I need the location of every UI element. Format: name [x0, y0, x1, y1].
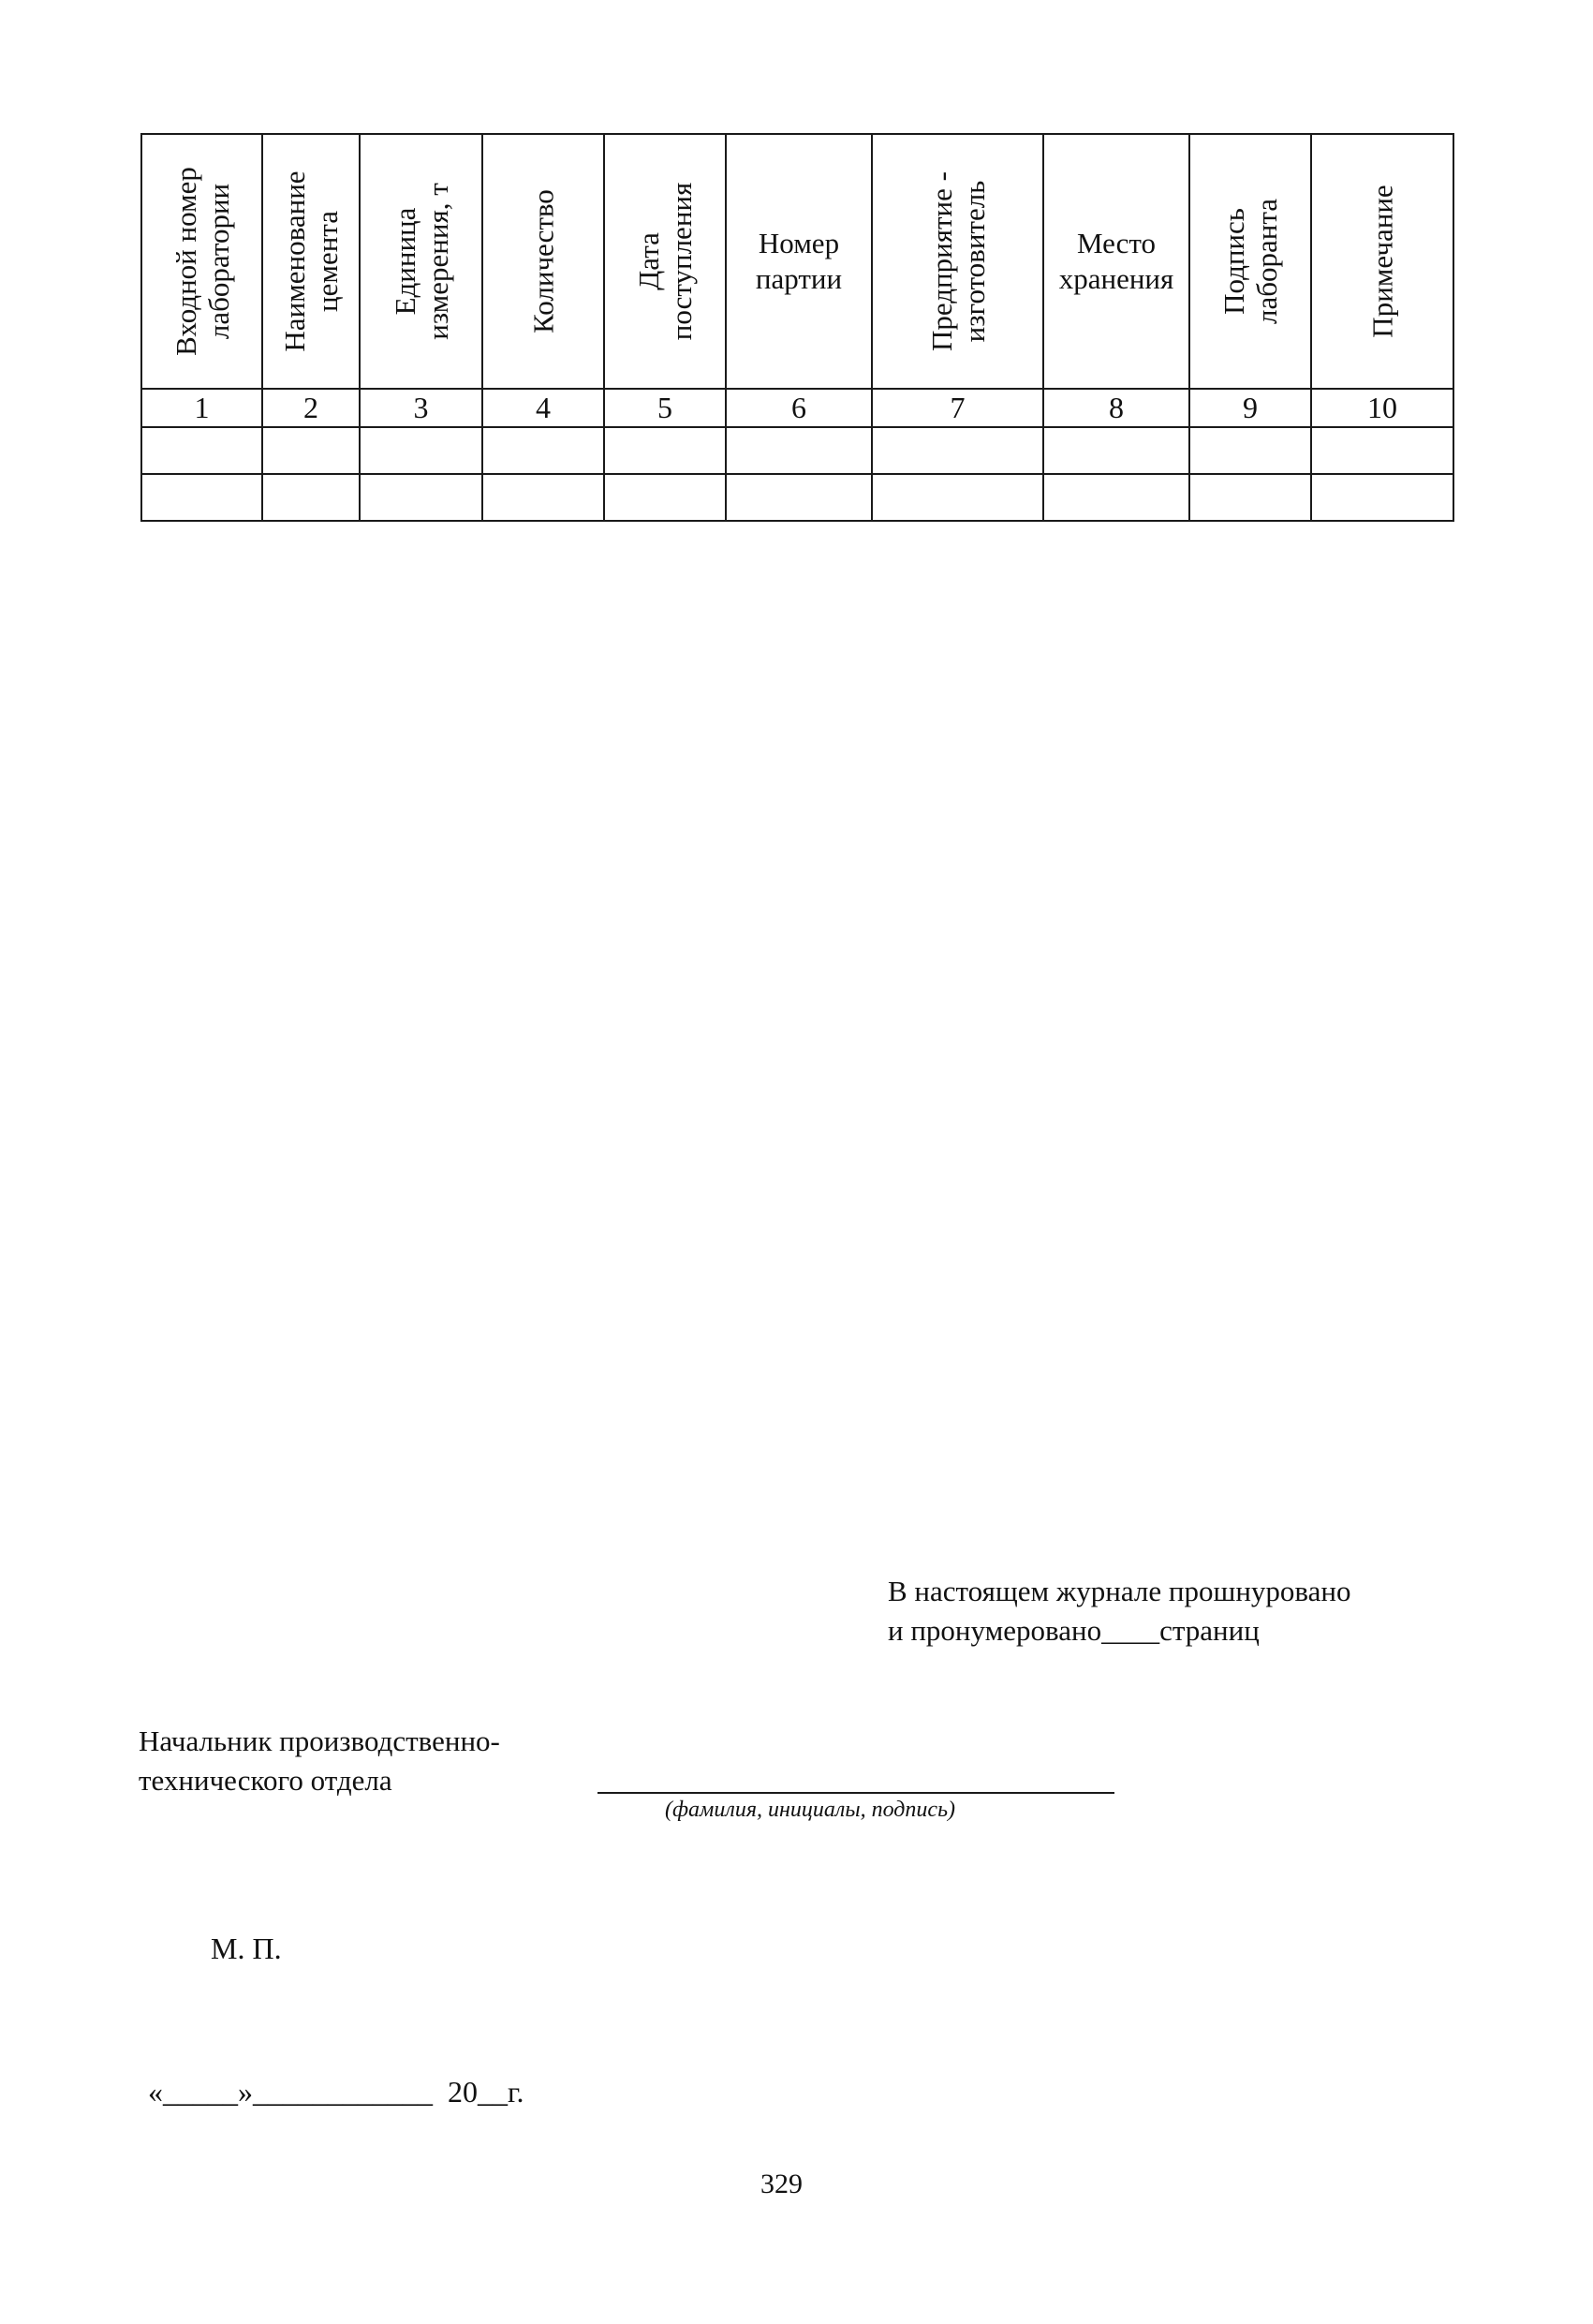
- binding-note: [888, 1572, 1351, 1650]
- column-number: 3: [360, 389, 482, 427]
- cement-journal-table: [140, 133, 1454, 522]
- table-cell: [872, 474, 1043, 521]
- stamp-place: М. П.: [211, 1932, 282, 1965]
- signature-caption: (фамилия, инициалы, подпись): [665, 1798, 955, 1822]
- binding-note-line: В настоящем журнале прошнуровано: [888, 1575, 1351, 1607]
- table-cell: [1189, 427, 1311, 474]
- column-number: 10: [1311, 389, 1453, 427]
- column-number: 8: [1043, 389, 1189, 427]
- table-cell: [482, 427, 604, 474]
- header-remarks: Примечание: [1311, 134, 1453, 389]
- table-cell: [1311, 427, 1453, 474]
- header-lab-signature: Подпись лаборанта: [1189, 134, 1311, 389]
- table-row: [141, 474, 1453, 521]
- header-storage-place: Место хранения: [1043, 134, 1189, 389]
- header-cement-name: Наименование цемента: [262, 134, 360, 389]
- header-unit: Единица измерения, т: [360, 134, 482, 389]
- column-number: 6: [726, 389, 872, 427]
- table-cell: [262, 474, 360, 521]
- table-cell: [1189, 474, 1311, 521]
- column-number: 9: [1189, 389, 1311, 427]
- department-head-line: Начальник производственно-: [139, 1724, 500, 1757]
- table-header-row: [141, 134, 1453, 389]
- date-line: «_____»____________ 20__г.: [148, 2075, 524, 2109]
- header-lab-number: Входной номер лаборатории: [141, 134, 262, 389]
- table-cell: [141, 427, 262, 474]
- table-cell: [141, 474, 262, 521]
- table-row: [141, 427, 1453, 474]
- header-quantity: Количество: [482, 134, 604, 389]
- column-number-row: [141, 389, 1453, 427]
- column-number: 2: [262, 389, 360, 427]
- department-head-title: [139, 1722, 500, 1800]
- table-cell: [1311, 474, 1453, 521]
- binding-note-line: и пронумеровано____страниц: [888, 1614, 1260, 1647]
- department-head-line: технического отдела: [139, 1764, 392, 1797]
- table-cell: [726, 474, 872, 521]
- table-cell: [726, 427, 872, 474]
- column-number: 7: [872, 389, 1043, 427]
- column-number: 5: [604, 389, 726, 427]
- header-arrival-date: Дата поступления: [604, 134, 726, 389]
- table-cell: [482, 474, 604, 521]
- table-cell: [604, 474, 726, 521]
- table-cell: [1043, 474, 1189, 521]
- header-manufacturer: Предприятие - изготовитель: [872, 134, 1043, 389]
- table-cell: [360, 427, 482, 474]
- column-number: 1: [141, 389, 262, 427]
- table-cell: [262, 427, 360, 474]
- table-cell: [1043, 427, 1189, 474]
- page-number: 329: [760, 2169, 803, 2199]
- signature-line: [597, 1792, 1114, 1794]
- table-cell: [604, 427, 726, 474]
- header-batch-number: Номер партии: [726, 134, 872, 389]
- table-cell: [872, 427, 1043, 474]
- table-cell: [360, 474, 482, 521]
- column-number: 4: [482, 389, 604, 427]
